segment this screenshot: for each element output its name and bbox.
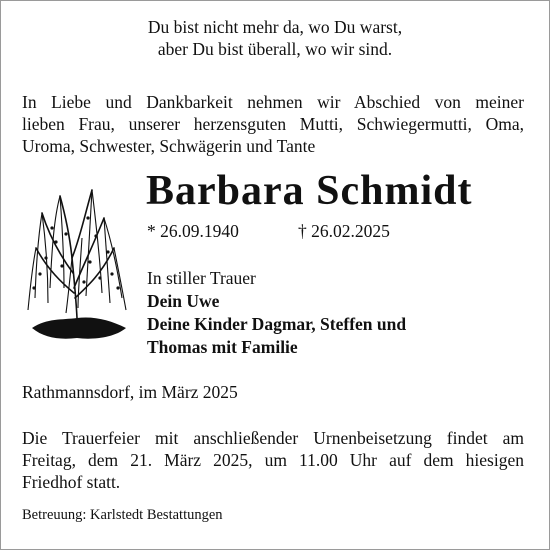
intro-quote-line: aber Du bist überall, wo wir sind.	[157, 39, 393, 59]
funeral-line: Freitag, dem 21. März 2025, um 11.00 Uhr auf dem hiesigen	[22, 450, 524, 470]
farewell-paragraph	[22, 91, 524, 157]
weeping-willow-icon	[22, 178, 132, 348]
intro-quote	[40, 16, 510, 60]
deceased-name: Barbara Schmidt	[146, 168, 473, 214]
mourners-intro: In stiller Trauer	[147, 268, 256, 288]
death-date: † 26.02.2025	[298, 221, 390, 241]
farewell-line: In Liebe und Dankbarkeit nehmen wir Abschied von meiner	[22, 92, 524, 112]
place-date: Rathmannsdorf, im März 2025	[22, 382, 238, 402]
funeral-paragraph	[22, 427, 524, 493]
mourner-line: Deine Kinder Dagmar, Steffen und	[147, 314, 407, 334]
intro-quote-line: Du bist nicht mehr da, wo Du warst,	[147, 17, 403, 37]
birth-date: * 26.09.1940	[147, 221, 239, 241]
funeral-care-credit: Betreuung: Karlstedt Bestattungen	[22, 507, 223, 523]
funeral-line: Die Trauerfeier mit anschließender Urnenbeisetzung findet am	[22, 428, 524, 448]
mourner-line: Thomas mit Familie	[147, 337, 298, 357]
funeral-line: Friedhof statt.	[22, 472, 121, 492]
mourner-line: Dein Uwe	[147, 291, 220, 311]
farewell-line: lieben Frau, unserer herzensguten Mutti, Schwiegermutti, Oma,	[22, 114, 524, 134]
farewell-line: Uroma, Schwester, Schwägerin und Tante	[22, 136, 316, 156]
